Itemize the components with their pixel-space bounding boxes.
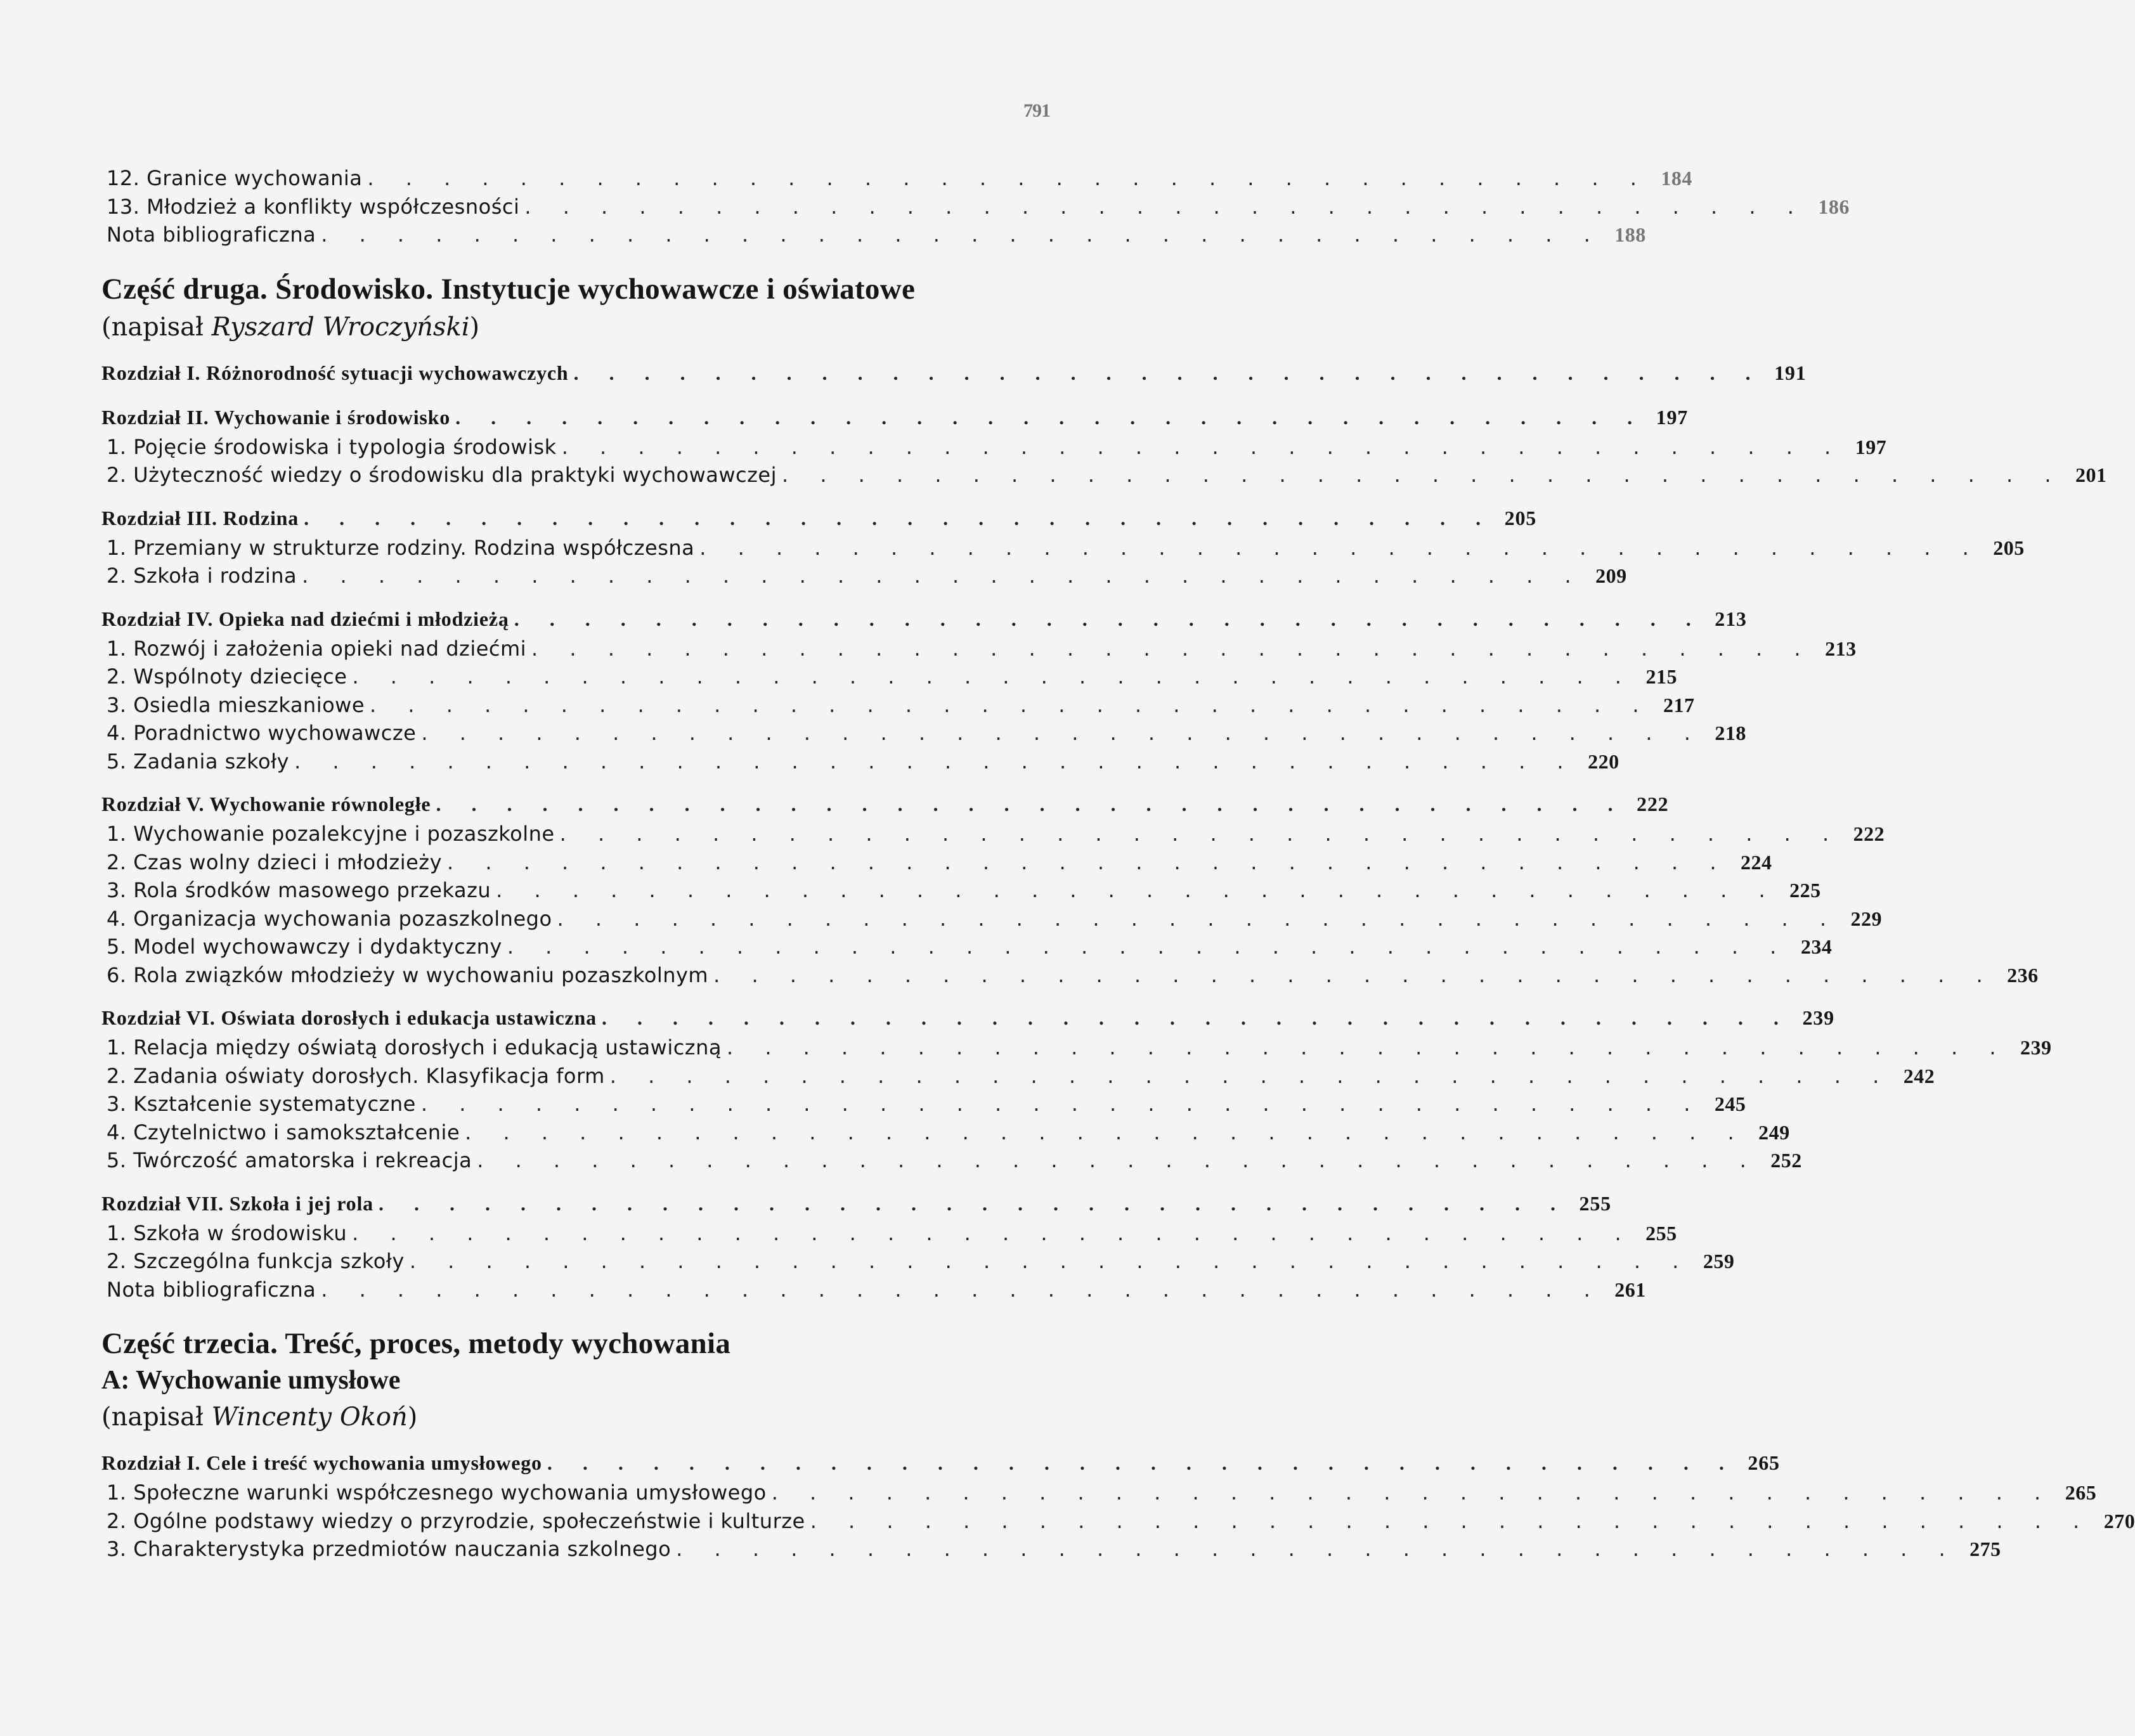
toc-entry: 2. Szczególna funkcja szkoły . . . . . . . . . . . . . . . . . . . . . . . . . . . . . . . . . . 259 xyxy=(107,1249,1735,1273)
toc-entry: 5. Twórczość amatorska i rekreacja . . . . . . . . . . . . . . . . . . . . . . . . . . . . . . . . . . 252 xyxy=(107,1148,1802,1172)
toc-entry: 5. Zadania szkoły . . . . . . . . . . . . . . . . . . . . . . . . . . . . . . . . . . 220 xyxy=(107,749,1619,774)
table-of-contents xyxy=(101,166,2135,1565)
toc-entry: 1. Wychowanie pozalekcyjne i pozaszkolne . . . . . . . . . . . . . . . . . . . . . . . . . . . . . . . . . . 222 xyxy=(107,822,1885,846)
chapter-entry: Rozdział V. Wychowanie równoległe . . . . . . . . . . . . . . . . . . . . . . . . . . . . . . . . . . 222 xyxy=(101,793,1669,815)
toc-entry: 1. Pojęcie środowiska i typologia środowisk . . . . . . . . . . . . . . . . . . . . . . . . . . . . . . . . . . 197 xyxy=(107,434,1887,459)
chapter-entry: Rozdział I. Różnorodność sytuacji wychowawczych . . . . . . . . . . . . . . . . . . . . . . . . . . . . . . . . . . 191 xyxy=(101,361,1807,384)
toc-entry: 3. Rola środków masowego przekazu . . . . . . . . . . . . . . . . . . . . . . . . . . . . . . . . . . 225 xyxy=(107,878,1821,902)
toc-entry: 5. Model wychowawczy i dydaktyczny . . . . . . . . . . . . . . . . . . . . . . . . . . . . . . . . . . 234 xyxy=(107,935,1833,959)
chapter-entry: Rozdział II. Wychowanie i środowisko . . . . . . . . . . . . . . . . . . . . . . . . . . . . . . . . . . 197 xyxy=(101,405,1689,429)
part-title: Część druga. Środowisko. Instytucje wychowawcze i oświatowe xyxy=(101,272,916,306)
toc-entry: 3. Osiedla mieszkaniowe . . . . . . . . . . . . . . . . . . . . . . . . . . . . . . . . . . 217 xyxy=(107,692,1695,717)
toc-entry: 1. Rozwój i założenia opieki nad dziećmi . . . . . . . . . . . . . . . . . . . . . . . . . . . . . . . . . . 213 xyxy=(107,636,1857,661)
section-title: A: Wychowanie umysłowe xyxy=(101,1366,401,1395)
toc-entry: 2. Użyteczność wiedzy o środowisku dla praktyki wychowawczej . . . . . . . . . . . . . . . . . . . . . . . . . . . . . . . . . . 201 xyxy=(107,463,2107,487)
toc-entry: 1. Społeczne warunki współczesnego wychowania umysłowego . . . . . . . . . . . . . . . . . . . . . . . . . . . . . . . . . . 265 xyxy=(107,1480,2097,1505)
chapter-entry: Rozdział III. Rodzina . . . . . . . . . . . . . . . . . . . . . . . . . . . . . . . . . . 205 xyxy=(101,506,1537,529)
toc-entry: 13. Młodzież a konflikty współczesności . . . . . . . . . . . . . . . . . . . . . . . . . . . . . . . . . . 186 xyxy=(107,194,1850,219)
toc-entry: 1. Przemiany w strukturze rodziny. Rodzina współczesna . . . . . . . . . . . . . . . . . . . . . . . . . . . . . . . . . . 205 xyxy=(107,535,2025,560)
chapter-entry: Rozdział VI. Oświata dorosłych i edukacja ustawiczna . . . . . . . . . . . . . . . . . . . . . . . . . . . . . . . . . . 239 xyxy=(101,1006,1834,1029)
toc-entry: 4. Czytelnictwo i samokształcenie . . . . . . . . . . . . . . . . . . . . . . . . . . . . . . . . . . 249 xyxy=(107,1120,1790,1144)
chapter-entry: Rozdział I. Cele i treść wychowania umysłowego . . . . . . . . . . . . . . . . . . . . . . . . . . . . . . . . . . 265 xyxy=(101,1451,1780,1474)
toc-entry: 2. Zadania oświaty dorosłych. Klasyfikacja form . . . . . . . . . . . . . . . . . . . . . . . . . . . . . . . . . . 242 xyxy=(107,1063,1935,1088)
page-number: 791 xyxy=(1023,100,1050,121)
chapter-entry: Rozdział IV. Opieka nad dziećmi i młodzieżą . . . . . . . . . . . . . . . . . . . . . . . . . . . . . . . . . . 213 xyxy=(101,607,1747,630)
toc-entry: 2. Wspólnoty dziecięce . . . . . . . . . . . . . . . . . . . . . . . . . . . . . . . . . . 215 xyxy=(107,664,1677,689)
part-author: (napisał Ryszard Wroczyński) xyxy=(101,312,480,342)
toc-entry: 3. Kształcenie systematyczne . . . . . . . . . . . . . . . . . . . . . . . . . . . . . . . . . . 245 xyxy=(107,1092,1746,1116)
toc-entry: Nota bibliograficzna . . . . . . . . . . . . . . . . . . . . . . . . . . . . . . . . . . 261 xyxy=(107,1277,1646,1302)
toc-entry: 2. Szkoła i rodzina . . . . . . . . . . . . . . . . . . . . . . . . . . . . . . . . . . 209 xyxy=(107,564,1627,588)
chapter-entry: Rozdział VII. Szkoła i jej rola . . . . . . . . . . . . . . . . . . . . . . . . . . . . . . . . . . 255 xyxy=(101,1191,1611,1215)
toc-entry: 3. Charakterystyka przedmiotów nauczania szkolnego . . . . . . . . . . . . . . . . . . . . . . . . . . . . . . . . . . 275 xyxy=(107,1537,2001,1561)
toc-entry: 12. Granice wychowania . . . . . . . . . . . . . . . . . . . . . . . . . . . . . . . . . . 184 xyxy=(107,166,1692,190)
toc-entry: 2. Czas wolny dzieci i młodzieży . . . . . . . . . . . . . . . . . . . . . . . . . . . . . . . . . . 224 xyxy=(107,850,1772,874)
toc-entry: 4. Poradnictwo wychowawcze . . . . . . . . . . . . . . . . . . . . . . . . . . . . . . . . . . 218 xyxy=(107,721,1746,745)
toc-entry: Nota bibliograficzna . . . . . . . . . . . . . . . . . . . . . . . . . . . . . . . . . . 188 xyxy=(107,223,1646,247)
toc-entry: 6. Rola związków młodzieży w wychowaniu pozaszkolnym . . . . . . . . . . . . . . . . . . . . . . . . . . . . . . . . . . 236 xyxy=(107,962,2039,987)
toc-entry: 4. Organizacja wychowania pozaszkolnego . . . . . . . . . . . . . . . . . . . . . . . . . . . . . . . . . . 229 xyxy=(107,906,1883,931)
toc-entry: 1. Relacja między oświatą dorosłych i edukacją ustawiczną . . . . . . . . . . . . . . . . . . . . . . . . . . . . . . . . . . 239 xyxy=(107,1035,2052,1059)
part-author: (napisał Wincenty Okoń) xyxy=(101,1402,418,1432)
toc-entry: 1. Szkoła w środowisku . . . . . . . . . . . . . . . . . . . . . . . . . . . . . . . . . . 255 xyxy=(107,1221,1677,1245)
toc-entry: 2. Ogólne podstawy wiedzy o przyrodzie, społeczeństwie i kulturze . . . . . . . . . . . . . . . . . . . . . . . . . . . . . . . . . . 270 xyxy=(107,1508,2135,1533)
part-title: Część trzecia. Treść, proces, metody wychowania xyxy=(101,1327,731,1360)
